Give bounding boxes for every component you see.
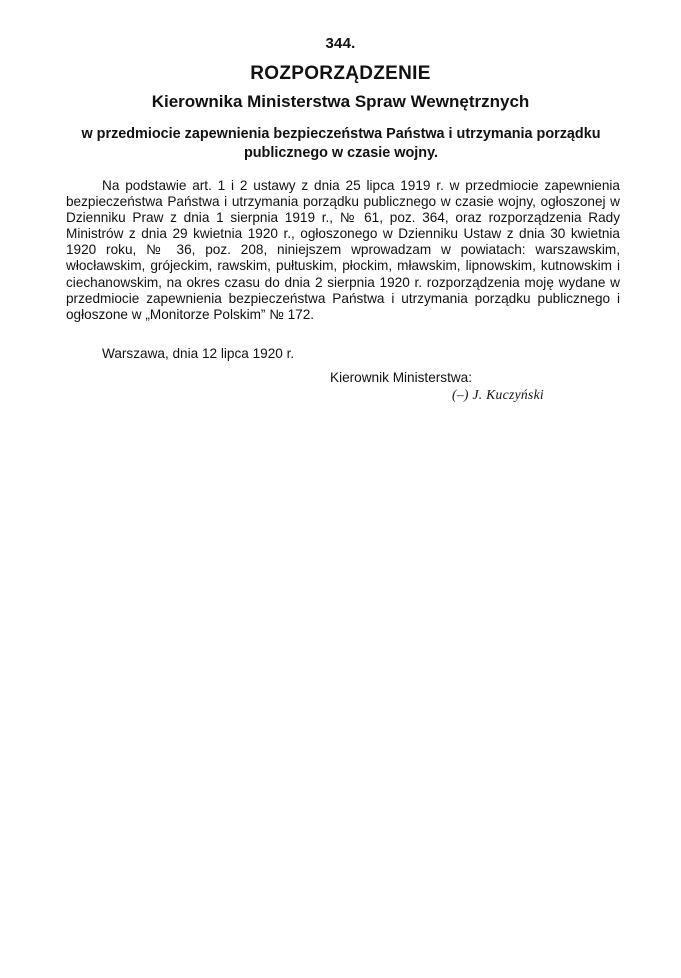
document-title: ROZPORZĄDZENIE [250,63,431,84]
signer-title: Kierownik Ministerstwa: [330,370,473,385]
date-line: Warszawa, dnia 12 lipca 1920 r. [102,346,295,361]
body-paragraph: Na podstawie art. 1 i 2 ustawy z dnia 25 lipca 1919 r. w przedmiocie zapewnienia bezpieczeństwa Państwa i utrzymania porządku publicznego w czasie wojny, ogłoszonej w Dzienniku Praw z dnia 1 sierpnia 1919 r., № 61, poz. 364, oraz rozporządzenia Rady Ministrów z dnia 29 kwietnia 1920 r., ogłoszonego w Dzienniku Ustaw z dnia 30 kwietnia 1920 roku, № 36, poz. 208, niniejszem wprowadzam w powiatach: warszawskim, włocławskim, grójeckim, rawskim, pułtuskim, płockim, mławskim, lipnowskim, kutnowskim i ciechanowskim, na okres czasu do dnia 2 sierpnia 1920 r. rozporządzenia moję wydane w przedmiocie zapewnienia bezpieczeństwa Państwa i utrzymania porządku publicznego i ogłoszone w „Monitorze Polskim” № 172. [66,178,620,322]
act-number: 344. [325,35,356,52]
subject-heading: w przedmiocie zapewnienia bezpieczeństwa Państwa i utrzymania porządku publicznego w czasie wojny. [81,126,601,161]
issuer-heading: Kierownika Ministerstwa Spraw Wewnętrznych [151,92,530,111]
signature: (–) J. Kuczyński [452,387,544,402]
